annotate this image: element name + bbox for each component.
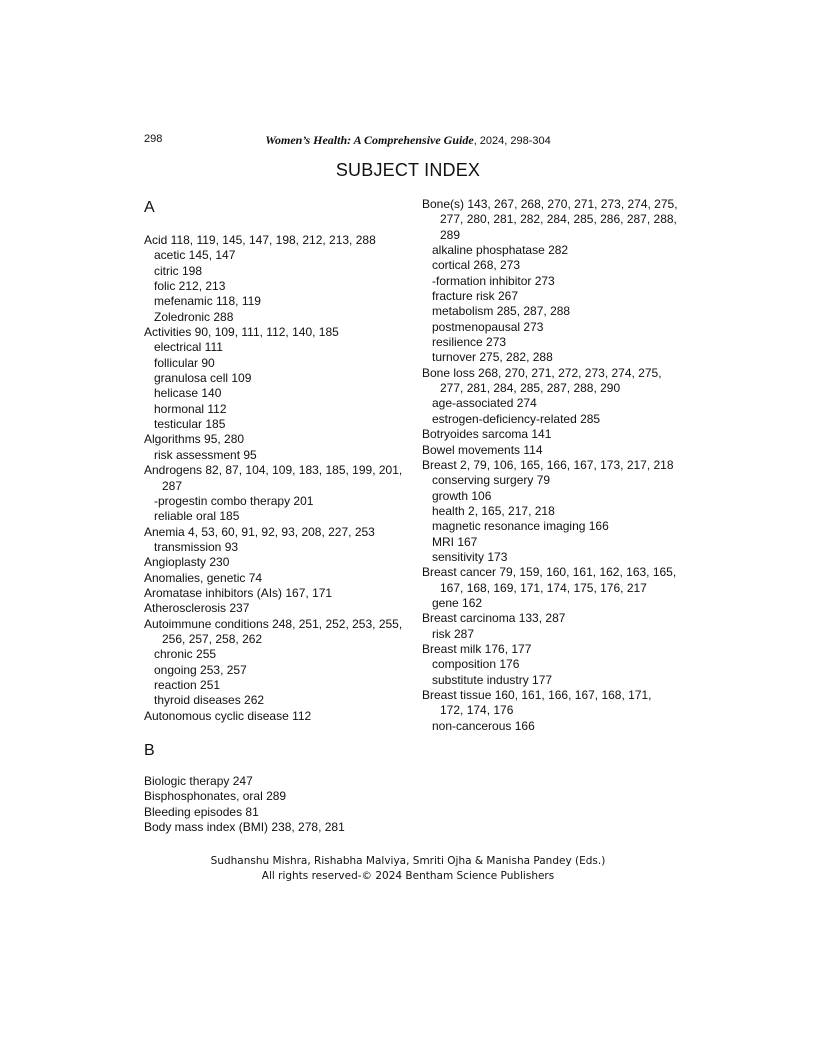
- index-entry: Autonomous cyclic disease 112: [144, 708, 312, 723]
- letter-heading-a: A: [144, 199, 155, 216]
- index-entry: Activities 90, 109, 111, 112, 140, 185: [144, 325, 339, 340]
- index-subentry: turnover 275, 282, 288: [432, 350, 553, 365]
- index-subentry: reaction 251: [154, 677, 221, 692]
- index-subentry: electrical 111: [154, 340, 223, 355]
- index-subentry: follicular 90: [154, 355, 215, 370]
- index-entry: Atherosclerosis 237: [144, 601, 250, 616]
- index-subentry: risk 287: [432, 626, 475, 641]
- index-subentry: magnetic resonance imaging 166: [432, 519, 609, 534]
- index-subentry: reliable oral 185: [154, 509, 240, 524]
- index-entry: Bone loss 268, 270, 271, 272, 273, 274, 275, 277, 281, 284, 285, 287, 288, 290: [422, 365, 662, 396]
- index-subentry: transmission 93: [154, 539, 239, 554]
- index-entry: Algorithms 95, 280: [144, 432, 245, 447]
- index-subentry: testicular 185: [154, 417, 226, 432]
- index-entry: Body mass index (BMI) 238, 278, 281: [144, 820, 345, 835]
- index-column-right: [422, 197, 678, 734]
- page-number: 298: [144, 133, 163, 145]
- footer-editors: Sudhanshu Mishra, Rishabha Malviya, Smriti Ojha & Manisha Pandey (Eds.): [210, 855, 606, 867]
- index-column-left: [144, 197, 406, 835]
- index-subentry: alkaline phosphatase 282: [432, 243, 569, 258]
- entries-b: [144, 774, 406, 835]
- index-entry: Breast cancer 79, 159, 160, 161, 162, 163, 165, 167, 168, 169, 171, 174, 175, 176, 217: [422, 565, 677, 595]
- index-entry: Botryoides sarcoma 141: [422, 427, 552, 442]
- index-entry: Androgens 82, 87, 104, 109, 183, 185, 199, 201, 287: [144, 463, 403, 493]
- index-subentry: composition 176: [432, 657, 520, 672]
- index-subentry: health 2, 165, 217, 218: [432, 503, 555, 518]
- index-entry: Bowel movements 114: [422, 442, 543, 457]
- index-entry: Bleeding episodes 81: [144, 804, 259, 819]
- index-subentry: resilience 273: [432, 335, 507, 350]
- entries-a: [144, 233, 406, 724]
- journal-title: Women’s Health: A Comprehensive Guide: [265, 133, 474, 147]
- index-subentry: growth 106: [432, 488, 492, 503]
- index-entry: Autoimmune conditions 248, 251, 252, 253, 255, 256, 257, 258, 262: [144, 616, 403, 646]
- index-subentry: age-associated 274: [432, 396, 537, 411]
- journal-citation: [144, 133, 672, 148]
- footer-copyright: All rights reserved-© 2024 Bentham Science Publishers: [261, 870, 555, 882]
- index-entry: Breast 2, 79, 106, 165, 166, 167, 173, 217, 218: [422, 457, 674, 472]
- index-subentry: helicase 140: [154, 386, 222, 401]
- index-subentry: MRI 167: [432, 534, 478, 549]
- index-subentry: metabolism 285, 287, 288: [432, 304, 571, 319]
- index-subentry: hormonal 112: [154, 401, 227, 416]
- index-subentry: folic 212, 213: [154, 279, 226, 294]
- index-entry: Breast carcinoma 133, 287: [422, 611, 566, 626]
- index-subentry: granulosa cell 109: [154, 371, 252, 386]
- index-subentry: gene 162: [432, 595, 483, 610]
- page-title: SUBJECT INDEX: [335, 160, 481, 180]
- entries-b-continued: [422, 197, 678, 734]
- letter-heading-b: B: [144, 742, 155, 759]
- index-subentry: acetic 145, 147: [154, 248, 236, 263]
- index-subentry: estrogen-deficiency-related 285: [432, 411, 601, 426]
- index-subentry: -formation inhibitor 273: [432, 273, 555, 288]
- index-subentry: citric 198: [154, 263, 203, 278]
- index-subentry: cortical 268, 273: [432, 258, 521, 273]
- index-subentry: mefenamic 118, 119: [154, 294, 261, 309]
- index-subentry: ongoing 253, 257: [154, 662, 247, 677]
- index-subentry: substitute industry 177: [432, 672, 553, 687]
- index-entry: Aromatase inhibitors (AIs) 167, 171: [144, 585, 333, 600]
- index-subentry: chronic 255: [154, 647, 217, 662]
- index-subentry: sensitivity 173: [432, 549, 508, 564]
- index-entry: Acid 118, 119, 145, 147, 198, 212, 213, 288: [144, 233, 376, 247]
- index-subentry: conserving surgery 79: [432, 473, 551, 488]
- index-subentry: risk assessment 95: [154, 447, 257, 462]
- index-entry: Angioplasty 230: [144, 555, 230, 570]
- index-subentry: fracture risk 267: [432, 289, 519, 304]
- index-subentry: thyroid diseases 262: [154, 693, 265, 708]
- journal-year-pages: , 2024, 298-304: [473, 135, 551, 147]
- index-entry: Anomalies, genetic 74: [144, 570, 263, 585]
- index-subentry: Zoledronic 288: [154, 309, 234, 324]
- index-entry: Breast milk 176, 177: [422, 641, 532, 656]
- index-subentry: non-cancerous 166: [432, 718, 535, 733]
- footer: [144, 854, 672, 884]
- running-head: [144, 133, 672, 149]
- index-subentry: postmenopausal 273: [432, 319, 544, 334]
- index-entry: Biologic therapy 247: [144, 774, 253, 788]
- index-entry: Bone(s) 143, 267, 268, 270, 271, 273, 274, 275, 277, 280, 281, 282, 284, 285, 286, 287, 288, 289: [422, 197, 678, 242]
- index-entry: Bisphosphonates, oral 289: [144, 789, 287, 804]
- index-subentry: -progestin combo therapy 201: [154, 493, 314, 508]
- index-entry: Anemia 4, 53, 60, 91, 92, 93, 208, 227, 253: [144, 524, 375, 539]
- index-entry: Breast tissue 160, 161, 166, 167, 168, 171, 172, 174, 176: [422, 688, 652, 718]
